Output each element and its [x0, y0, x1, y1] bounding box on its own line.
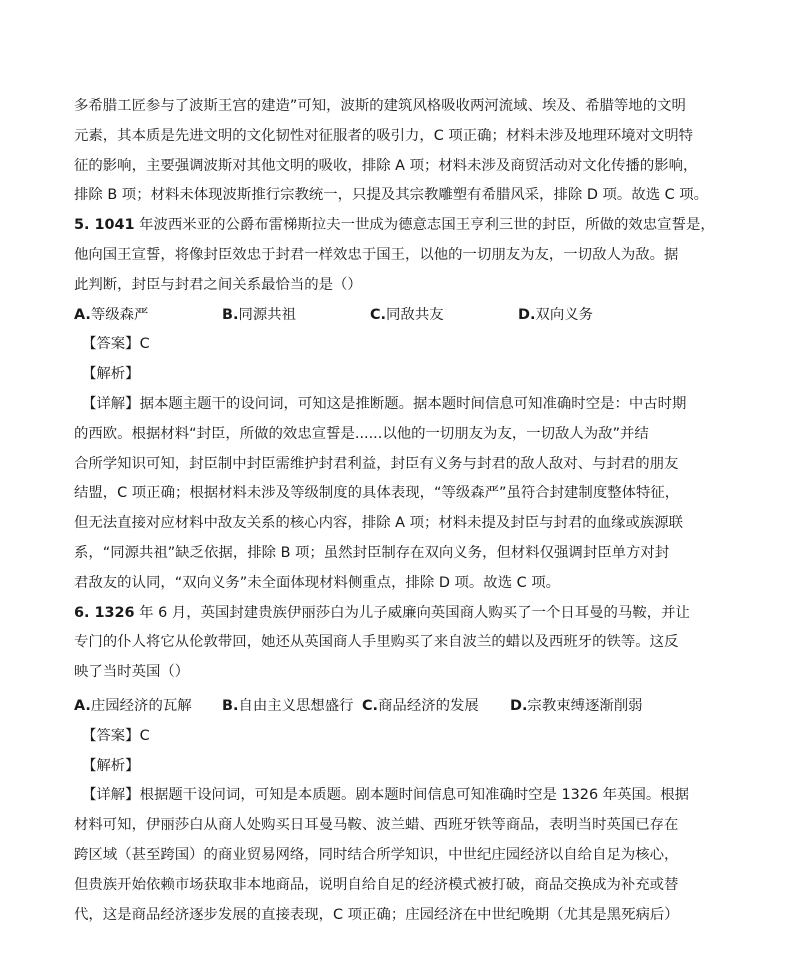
q5-option-b: [222, 301, 297, 331]
q5-option-c: [370, 301, 444, 331]
q6-detail-line-2: 材料可知，伊丽莎白从商人处购买日耳曼马鞍、波兰蜡、西班牙铁等商品，表明当时英国已存在: [74, 817, 679, 834]
q5-option-c-text: 同敌共友: [386, 306, 444, 323]
q5-number: 5. 1041: [74, 217, 135, 234]
q5-option-a-text: 等级森严: [90, 306, 149, 323]
q6-detail-line-3: 跨区域（甚至跨国）的商业贸易网络，同时结合所学知识，中世纪庄园经济以自给自足为核心，: [74, 846, 679, 863]
q5-option-b-letter: B.: [222, 306, 239, 323]
q6-detail-line-5: 代，这是商品经济逐步发展的直接表现，C 项正确；庄园经济在中世纪晚期（尤其是黑死病后）: [74, 906, 679, 923]
prev-line-3: 征的影响，主要强调波斯对其他文明的吸收，排除 A 项；材料未涉及商贸活动对文化传播的影响，: [74, 157, 698, 174]
q5-answer: [74, 330, 729, 360]
q5-analysis-label: 【解析】: [82, 366, 140, 383]
q6-option-d: [510, 692, 643, 722]
q6-detail-label: 【详解】: [82, 787, 140, 804]
q6-option-a: [74, 692, 192, 722]
q5-detail-line-7: 君敌友的认同，“双向义务”未全面体现材料侧重点，排除 D 项。故选 C 项。: [74, 574, 561, 591]
q5-option-a: [74, 301, 149, 331]
q6-option-a-letter: A.: [74, 697, 91, 714]
q6-option-d-text: 宗教束缚逐渐削弱: [527, 697, 643, 714]
q5-option-a-letter: A.: [74, 306, 91, 323]
q6-option-b-text: 自由主义思想盛行: [238, 697, 354, 714]
q6-analysis-label: 【解析】: [82, 757, 140, 774]
q5-detail-label: 【详解】: [82, 395, 140, 412]
q5-answer-value: C: [139, 336, 150, 353]
q6-option-d-letter: D.: [510, 697, 528, 714]
q5-detail-line-1: [74, 390, 729, 420]
q5-option-d-text: 双向义务: [535, 306, 593, 323]
q6-option-a-text: 庄园经济的瓦解: [90, 697, 192, 714]
q6-option-b: [222, 692, 354, 722]
q5-detail-line-2: 的西欧。根据材料“封臣，所做的效忠宣誓是......以他的一切朋友为友，一切敌人为敌”并结: [74, 425, 649, 442]
q6-option-c: [362, 692, 479, 722]
prev-line-4: 排除 B 项；材料未体现波斯推行宗教统一，只提及其宗教雕塑有希腊风采，排除 D 项。故选 C 项。: [74, 187, 709, 204]
q6-stem-text-1: 年 6 月，英国封建贵族伊丽莎白为儿子威廉向英国商人购买了一个日耳曼的马鞍，并让: [134, 604, 690, 621]
q6-option-b-letter: B.: [222, 697, 239, 714]
q6-options: [74, 692, 729, 722]
q6-answer-label: 【答案】: [82, 727, 140, 744]
q5-detail-text-1: 据本题主题干的设问词，可知这是推断题。据本题时间信息可知准确时空是：中古时期: [139, 395, 687, 412]
q6-answer-value: C: [139, 727, 150, 744]
q5-stem-line-1: [74, 211, 729, 241]
q5-detail-line-5: 但无法直接对应材料中敌友关系的核心内容，排除 A 项；材料未提及封臣与封君的血缘或族源联: [74, 515, 684, 532]
q6-stem-line-2: 专门的仆人将它从伦敦带回，她还从英国商人手里购买了来自波兰的蜡以及西班牙的铁等。这反: [74, 634, 679, 651]
q5-detail-line-6: 系，“同源共祖”缺乏依据，排除 B 项；虽然封臣制存在双向义务，但材料仅强调封臣单方对封: [74, 544, 670, 561]
q5-option-d-letter: D.: [518, 306, 536, 323]
q6-detail-line-4: 但贵族开始依赖市场获取非本地商品，说明自给自足的经济模式被打破，商品交换成为补充或替: [74, 876, 679, 893]
q5-detail-line-3: 合所学知识可知，封臣制中封臣需维护封君利益，封臣有义务与封君的敌人敌对、与封君的朋友: [74, 455, 679, 472]
prev-line-2: 元素，其本质是先进文明的文化韧性对征服者的吸引力，C 项正确；材料未涉及地理环境对文明特: [74, 127, 694, 144]
q6-number: 6. 1326: [74, 604, 135, 621]
q6-answer: [74, 722, 729, 752]
q6-detail-line-1: [74, 781, 729, 811]
q5-option-c-letter: C.: [370, 306, 387, 323]
q6-stem-line-3: 映了当时英国（）: [74, 664, 190, 681]
q6-option-c-text: 商品经济的发展: [378, 697, 479, 714]
q5-stem-line-3: 此判断，封臣与封君之间关系最恰当的是（）: [74, 276, 362, 293]
document-content: [74, 92, 729, 930]
q6-option-c-letter: C.: [362, 697, 379, 714]
q5-option-b-text: 同源共祖: [238, 306, 297, 323]
q5-option-d: [518, 301, 593, 331]
q5-stem-line-2: 他向国王宣誓，将像封臣效忠于封君一样效忠于国王，以他的一切朋友为友，一切敌人为敌。据: [74, 246, 679, 263]
q5-detail-line-4: 结盟，C 项正确；根据材料未涉及等级制度的具体表现，“等级森严”虽符合封建制度整体特征，: [74, 485, 680, 502]
prev-line-1: 多希腊工匠参与了波斯王宫的建造”可知，波斯的建筑风格吸收两河流域、埃及、希腊等地的文明: [74, 98, 686, 114]
q5-options: [74, 301, 729, 331]
q5-answer-label: 【答案】: [82, 336, 140, 353]
q6-stem-line-1: [74, 599, 729, 629]
q6-detail-text-1: 根据题干设问词，可知是本质题。剧本题时间信息可知准确时空是 1326 年英国。根据: [139, 787, 690, 804]
q5-stem-text-1: 年波西米亚的公爵布雷梯斯拉夫一世成为德意志国王亨利三世的封臣，所做的效忠宣誓是，: [134, 217, 715, 234]
